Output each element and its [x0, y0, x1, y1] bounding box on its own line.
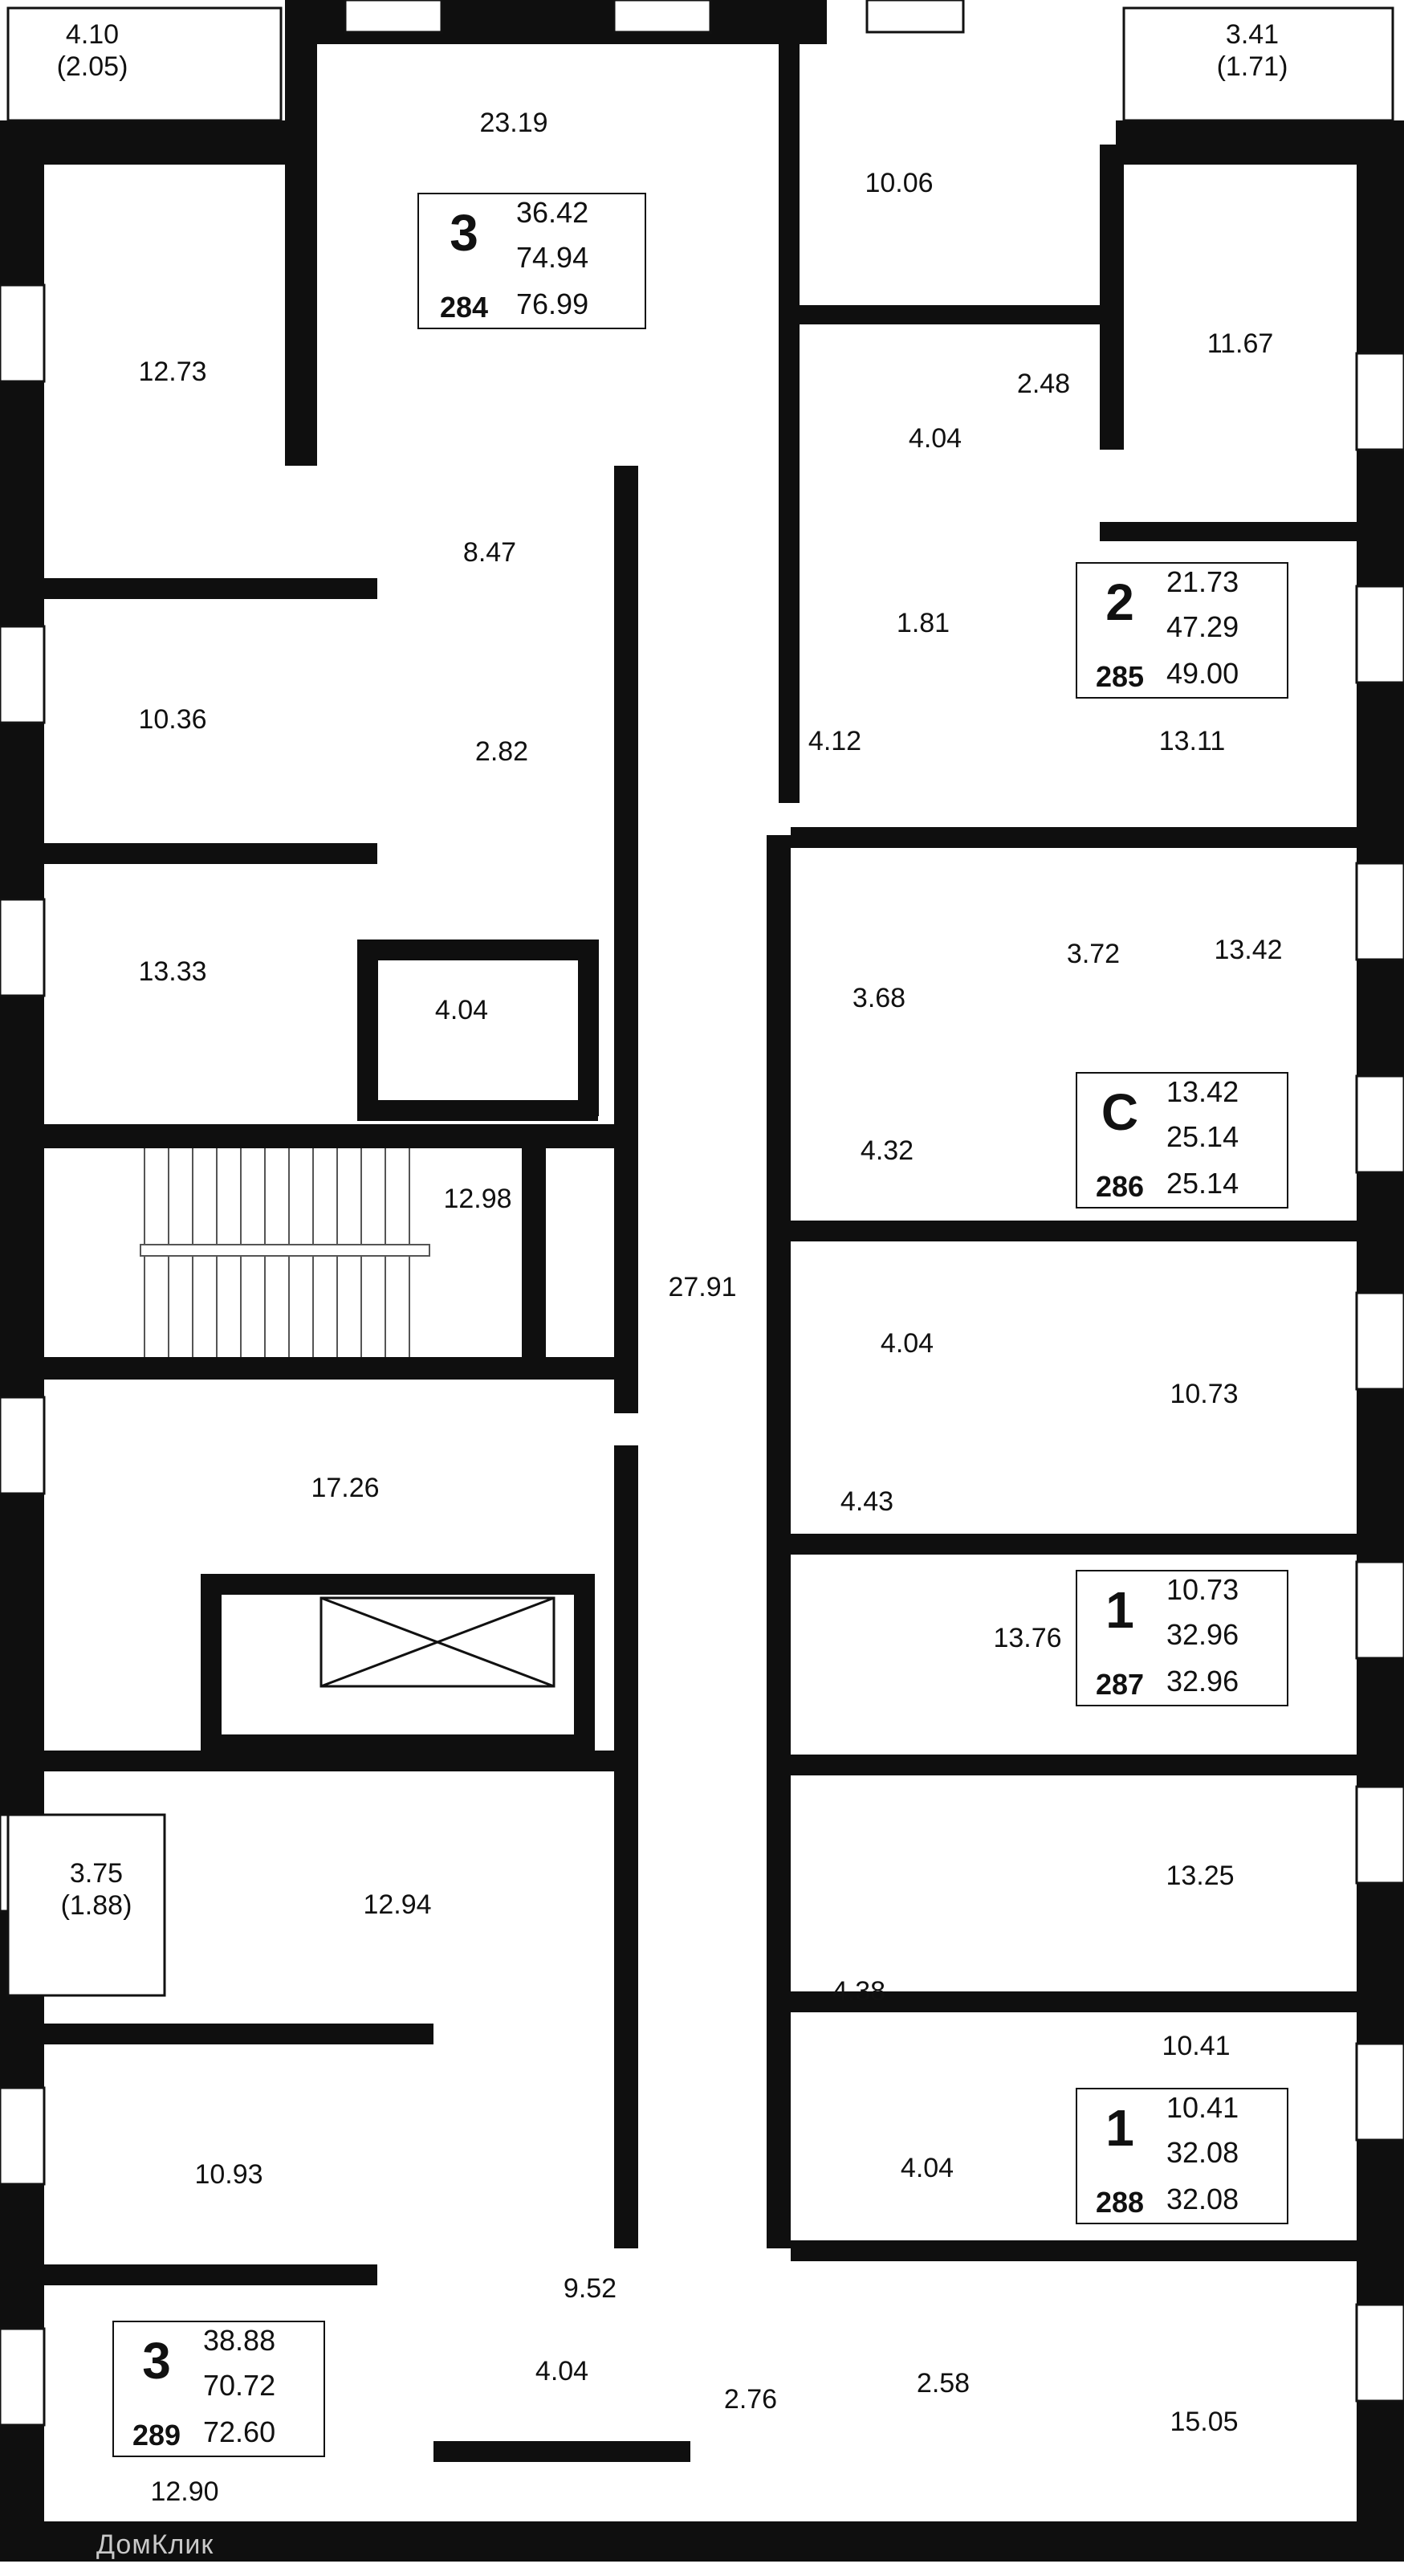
room-area: 4.04	[434, 994, 489, 1025]
apartment-total-with-balcony: 32.96	[1166, 1665, 1239, 1698]
apartment-total-with-balcony: 72.60	[203, 2415, 276, 2448]
room-area: 2.58	[916, 2367, 971, 2399]
room-area: 4.04	[908, 422, 962, 454]
room-area-line: 3.41	[1225, 18, 1280, 50]
room-area: 4.12	[808, 725, 862, 756]
apartment-number: 285	[1095, 660, 1145, 693]
room-area: 3.68	[852, 982, 906, 1013]
room-area: 8.47	[462, 536, 517, 568]
room-area: 4.32	[860, 1135, 914, 1166]
apartment-rooms: 1	[1105, 1581, 1134, 1639]
room-area-line: (1.88)	[60, 1889, 132, 1921]
apartment-info-286	[1076, 1072, 1288, 1209]
apartment-total-area: 47.29	[1166, 610, 1239, 643]
room-area: 10.41	[1162, 2030, 1231, 2061]
watermark: ДомКлик	[96, 2529, 214, 2560]
room-area: 13.76	[993, 1622, 1062, 1653]
apartment-living-area: 36.42	[516, 196, 589, 229]
apartment-rooms: 1	[1105, 2099, 1134, 2157]
room-area-line: (1.71)	[1216, 51, 1288, 82]
apartment-info-285	[1076, 562, 1288, 699]
apartment-total-area: 74.94	[516, 241, 589, 274]
apartment-rooms: 3	[450, 204, 478, 262]
apartment-number: 289	[132, 2419, 181, 2452]
room-area: 9.52	[563, 2272, 617, 2304]
room-area: 2.76	[723, 2383, 778, 2415]
apartment-info-288	[1076, 2088, 1288, 2224]
room-area: 23.19	[479, 107, 548, 138]
room-area: 10.73	[1170, 1378, 1239, 1409]
room-area: 13.11	[1158, 725, 1226, 756]
apartment-number: 287	[1095, 1668, 1145, 1701]
apartment-living-area: 13.42	[1166, 1075, 1239, 1108]
apartment-info-287	[1076, 1570, 1288, 1706]
room-area: 12.73	[138, 356, 207, 387]
room-area: 4.04	[900, 2152, 954, 2183]
room-area: 12.94	[363, 1889, 432, 1920]
room-area: 4.04	[535, 2355, 589, 2386]
room-area: 10.36	[138, 703, 207, 735]
room-area: 12.90	[150, 2476, 219, 2507]
staircase	[140, 1148, 429, 1357]
room-area: 13.42	[1214, 934, 1283, 965]
room-area-line: (2.05)	[56, 51, 128, 82]
room-area: 10.93	[194, 2158, 263, 2190]
apartment-number: 286	[1095, 1170, 1145, 1203]
apartment-number: 284	[439, 291, 489, 324]
apartment-total-with-balcony: 49.00	[1166, 657, 1239, 690]
lift	[321, 1598, 554, 1686]
room-area: 3.72	[1066, 938, 1121, 969]
apartment-living-area: 10.41	[1166, 2091, 1239, 2124]
room-area-line: 3.75	[69, 1857, 124, 1889]
apartment-living-area: 38.88	[203, 2324, 276, 2357]
room-area: 2.48	[1016, 368, 1071, 399]
room-area-line: 4.10	[65, 18, 120, 50]
apartment-total-area: 25.14	[1166, 1120, 1239, 1153]
room-area: 2.82	[474, 736, 529, 767]
apartment-total-with-balcony: 76.99	[516, 287, 589, 320]
room-area: 11.67	[1207, 328, 1274, 359]
room-area: 4.38	[832, 1975, 886, 2007]
apartment-number: 288	[1095, 2186, 1145, 2219]
apartment-rooms: С	[1101, 1083, 1139, 1141]
apartment-rooms: 2	[1105, 573, 1134, 631]
apartment-total-with-balcony: 25.14	[1166, 1167, 1239, 1200]
room-area: 10.06	[865, 167, 934, 198]
apartment-info-289	[112, 2321, 325, 2457]
apartment-total-area: 32.08	[1166, 2136, 1239, 2169]
apartment-total-with-balcony: 32.08	[1166, 2183, 1239, 2215]
apartment-living-area: 21.73	[1166, 565, 1239, 598]
room-area: 17.26	[311, 1472, 380, 1503]
apartment-rooms: 3	[142, 2332, 171, 2390]
room-area: 12.98	[443, 1183, 512, 1214]
room-area: 4.43	[840, 1486, 894, 1517]
apartment-total-area: 32.96	[1166, 1618, 1239, 1651]
apartment-info-284	[417, 193, 646, 329]
room-area: 15.05	[1170, 2406, 1239, 2437]
room-area: 27.91	[668, 1271, 737, 1302]
room-area: 13.33	[138, 956, 207, 987]
room-area: 4.04	[880, 1327, 934, 1359]
apartment-living-area: 10.73	[1166, 1573, 1239, 1606]
room-area: 1.81	[896, 607, 950, 638]
apartment-total-area: 70.72	[203, 2369, 276, 2402]
room-area: 13.25	[1166, 1860, 1235, 1891]
